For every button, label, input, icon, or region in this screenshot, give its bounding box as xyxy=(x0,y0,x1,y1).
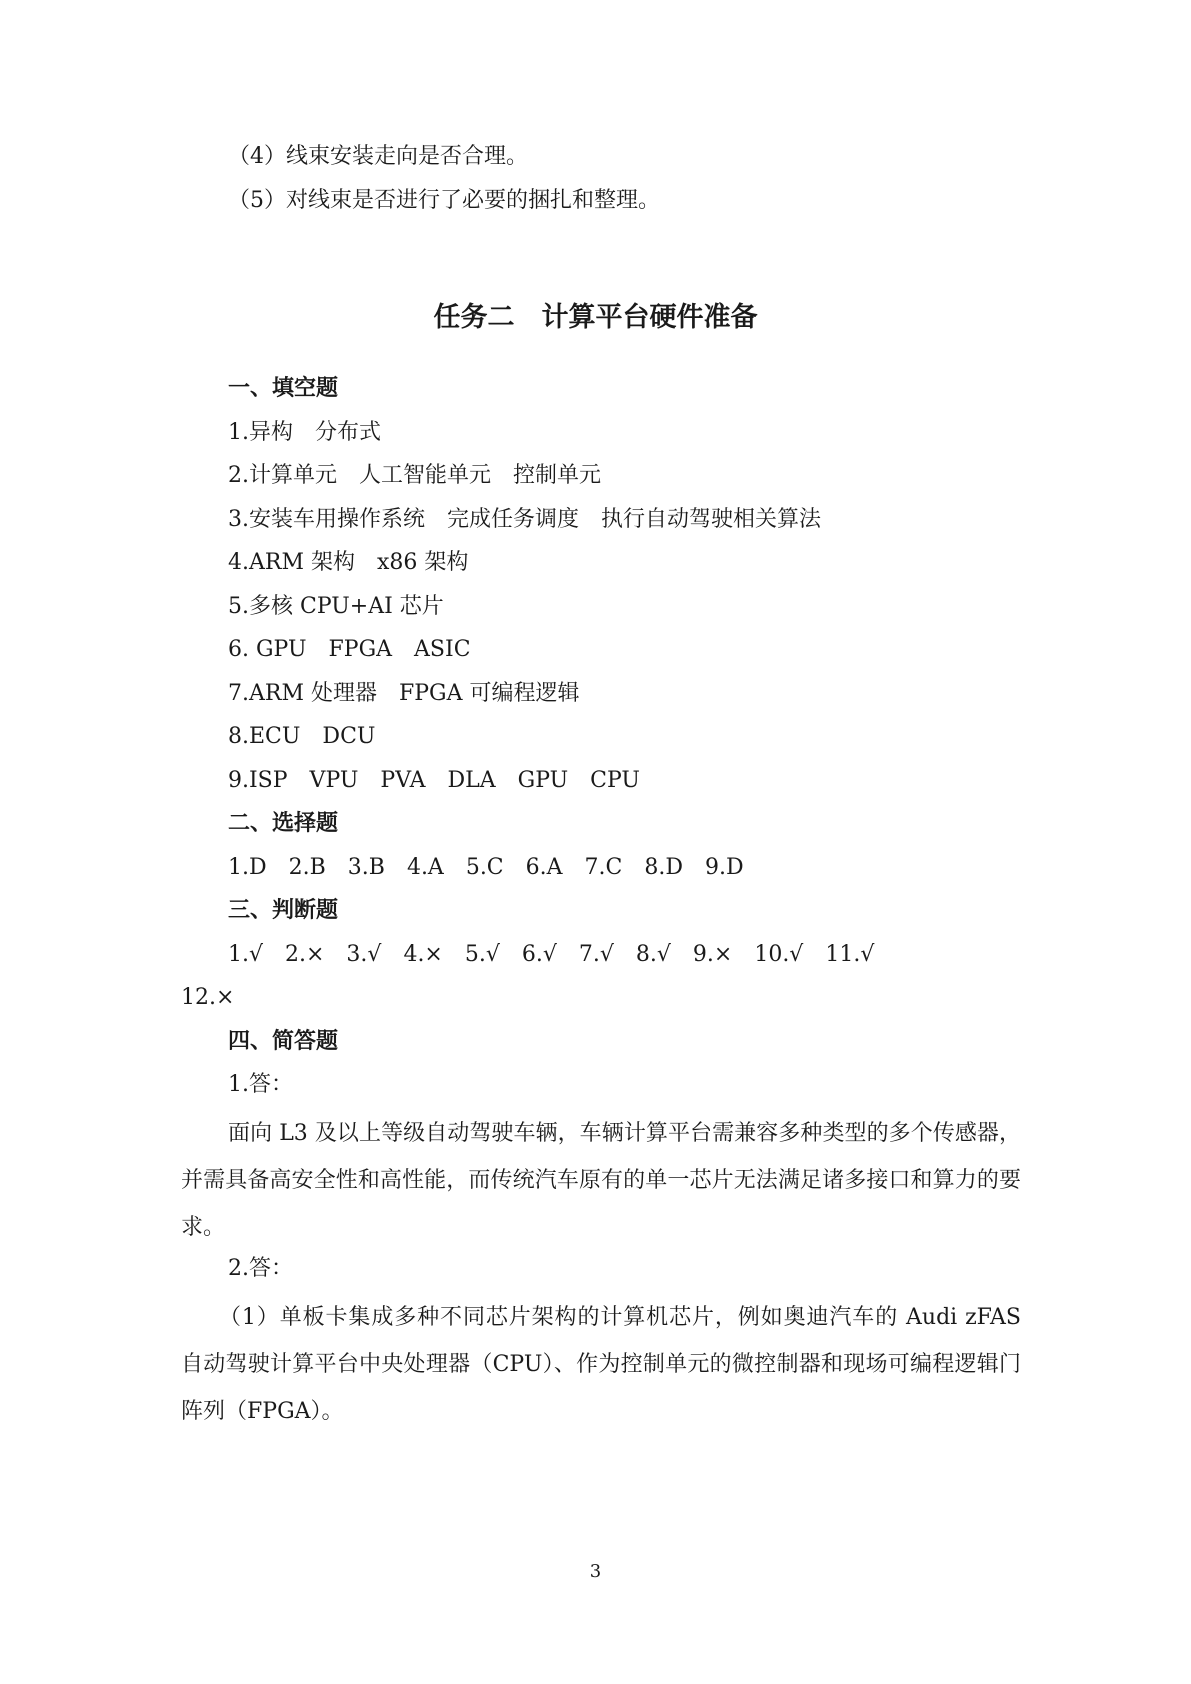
list-item: （4）线束安装走向是否合理。 xyxy=(228,144,528,169)
section-heading: 二、选择题 xyxy=(228,811,339,836)
section-title: 任务二 计算平台硬件准备 xyxy=(433,302,758,333)
list-item: 4.ARM 架构 x86 架构 xyxy=(228,550,469,575)
answer-line: 1.D 2.B 3.B 4.A 5.C 6.A 7.C 8.D 9.D xyxy=(228,855,744,880)
answer-line: 1.√ 2.× 3.√ 4.× 5.√ 6.√ 7.√ 8.√ 9.× 10.√ 11.√ xyxy=(228,942,875,967)
list-item: 5.多核 CPU+AI 芯片 xyxy=(228,594,444,619)
list-item: 7.ARM 处理器 FPGA 可编程逻辑 xyxy=(228,681,580,706)
section-heading: 一、填空题 xyxy=(228,376,339,401)
section-heading: 四、简答题 xyxy=(228,1029,339,1054)
list-item: 2.计算单元 人工智能单元 控制单元 xyxy=(228,463,601,488)
list-item: （5）对线束是否进行了必要的捆扎和整理。 xyxy=(228,188,660,213)
list-item: 3.安装车用操作系统 完成任务调度 执行自动驾驶相关算法 xyxy=(228,507,821,532)
list-item: 1.异构 分布式 xyxy=(228,420,381,445)
answer-paragraph: （1）单板卡集成多种不同芯片架构的计算机芯片，例如奥迪汽车的 Audi zFAS 自动驾驶计算平台中央处理器（CPU）、作为控制单元的微控制器和现场可编程逻辑门阵列（FPGA）。 xyxy=(181,1305,1021,1424)
list-item: 9.ISP VPU PVA DLA GPU CPU xyxy=(228,768,640,793)
list-item: 6. GPU FPGA ASIC xyxy=(228,637,471,662)
answer-label: 2.答： xyxy=(228,1256,293,1281)
answer-paragraph: 面向 L3 及以上等级自动驾驶车辆，车辆计算平台需兼容多种类型的多个传感器，并需具备高安全性和高性能，而传统汽车原有的单一芯片无法满足诸多接口和算力的要求。 xyxy=(181,1121,1021,1240)
page-number: 3 xyxy=(589,1561,602,1582)
answer-label: 1.答： xyxy=(228,1072,293,1097)
section-heading: 三、判断题 xyxy=(228,898,339,923)
list-item: 8.ECU DCU xyxy=(228,724,376,749)
answer-line: 12.× xyxy=(181,985,235,1010)
